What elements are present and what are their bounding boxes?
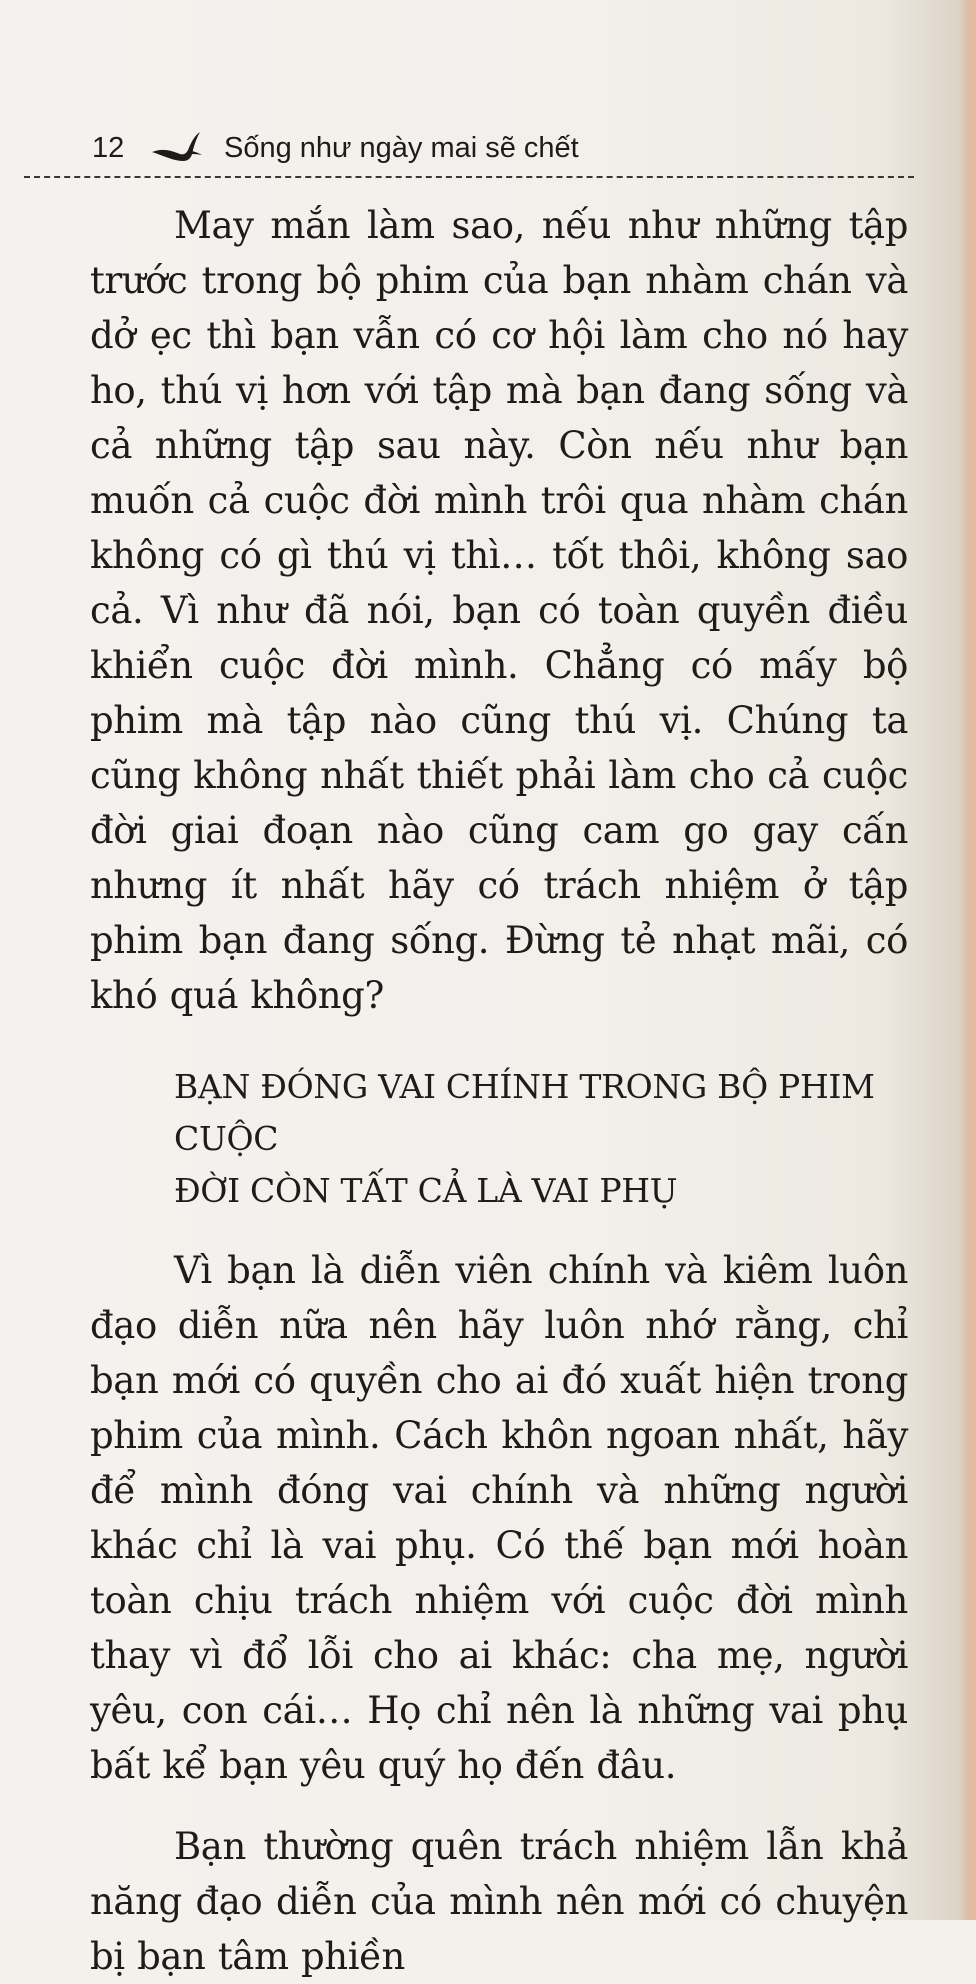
section-heading-line-1: BẠN ĐÓNG VAI CHÍNH TRONG BỘ PHIM CUỘC [174, 1067, 875, 1158]
body-text [90, 198, 908, 1984]
paragraph-3: Bạn thường quên trách nhiệm lẫn khả năng đạo diễn của mình nên mới có chuyện bị bạn tâm phiền [90, 1825, 908, 1978]
page-edge-shadow [958, 0, 976, 1920]
bird-icon [150, 130, 210, 166]
header-divider [24, 176, 914, 178]
paragraph-1: May mắn làm sao, nếu như những tập trước trong bộ phim của bạn nhàm chán và dở ẹc thì bạn vẫn có cơ hội làm cho nó hay ho, thú vị hơn với tập mà bạn đang sống và cả những tập sau này. Còn nếu như bạn muốn cả cuộc đời mình trôi qua nhàm chán không có gì thú vị thì… tốt thôi, không sao cả. Vì như đã nói, bạn có toàn quyền điều khiển cuộc đời mình. Chẳng có mấy bộ phim mà tập nào cũng thú vị. Chúng ta cũng không nhất thiết phải làm cho cả cuộc đời giai đoạn nào cũng cam go gay cấn nhưng ít nhất hãy có trách nhiệm ở tập phim bạn đang sống. Đừng tẻ nhạt mãi, có khó quá không? [90, 204, 908, 1017]
paragraph-2: Vì bạn là diễn viên chính và kiêm luôn đạo diễn nữa nên hãy luôn nhớ rằng, chỉ bạn mới có quyền cho ai đó xuất hiện trong phim của mình. Cách khôn ngoan nhất, hãy để mình đóng vai chính và những người khác chỉ là vai phụ. Có thế bạn mới hoàn toàn chịu trách nhiệm với cuộc đời mình thay vì đổ lỗi cho ai khác: cha mẹ, người yêu, con cái… Họ chỉ nên là những vai phụ bất kể bạn yêu quý họ đến đâu. [90, 1249, 908, 1787]
section-heading [174, 1061, 908, 1217]
page-number: 12 [92, 131, 125, 164]
running-header [92, 128, 862, 168]
section-heading-line-2: ĐỜI CÒN TẤT CẢ LÀ VAI PHỤ [174, 1171, 678, 1210]
book-title: Sống như ngày mai sẽ chết [224, 131, 579, 164]
